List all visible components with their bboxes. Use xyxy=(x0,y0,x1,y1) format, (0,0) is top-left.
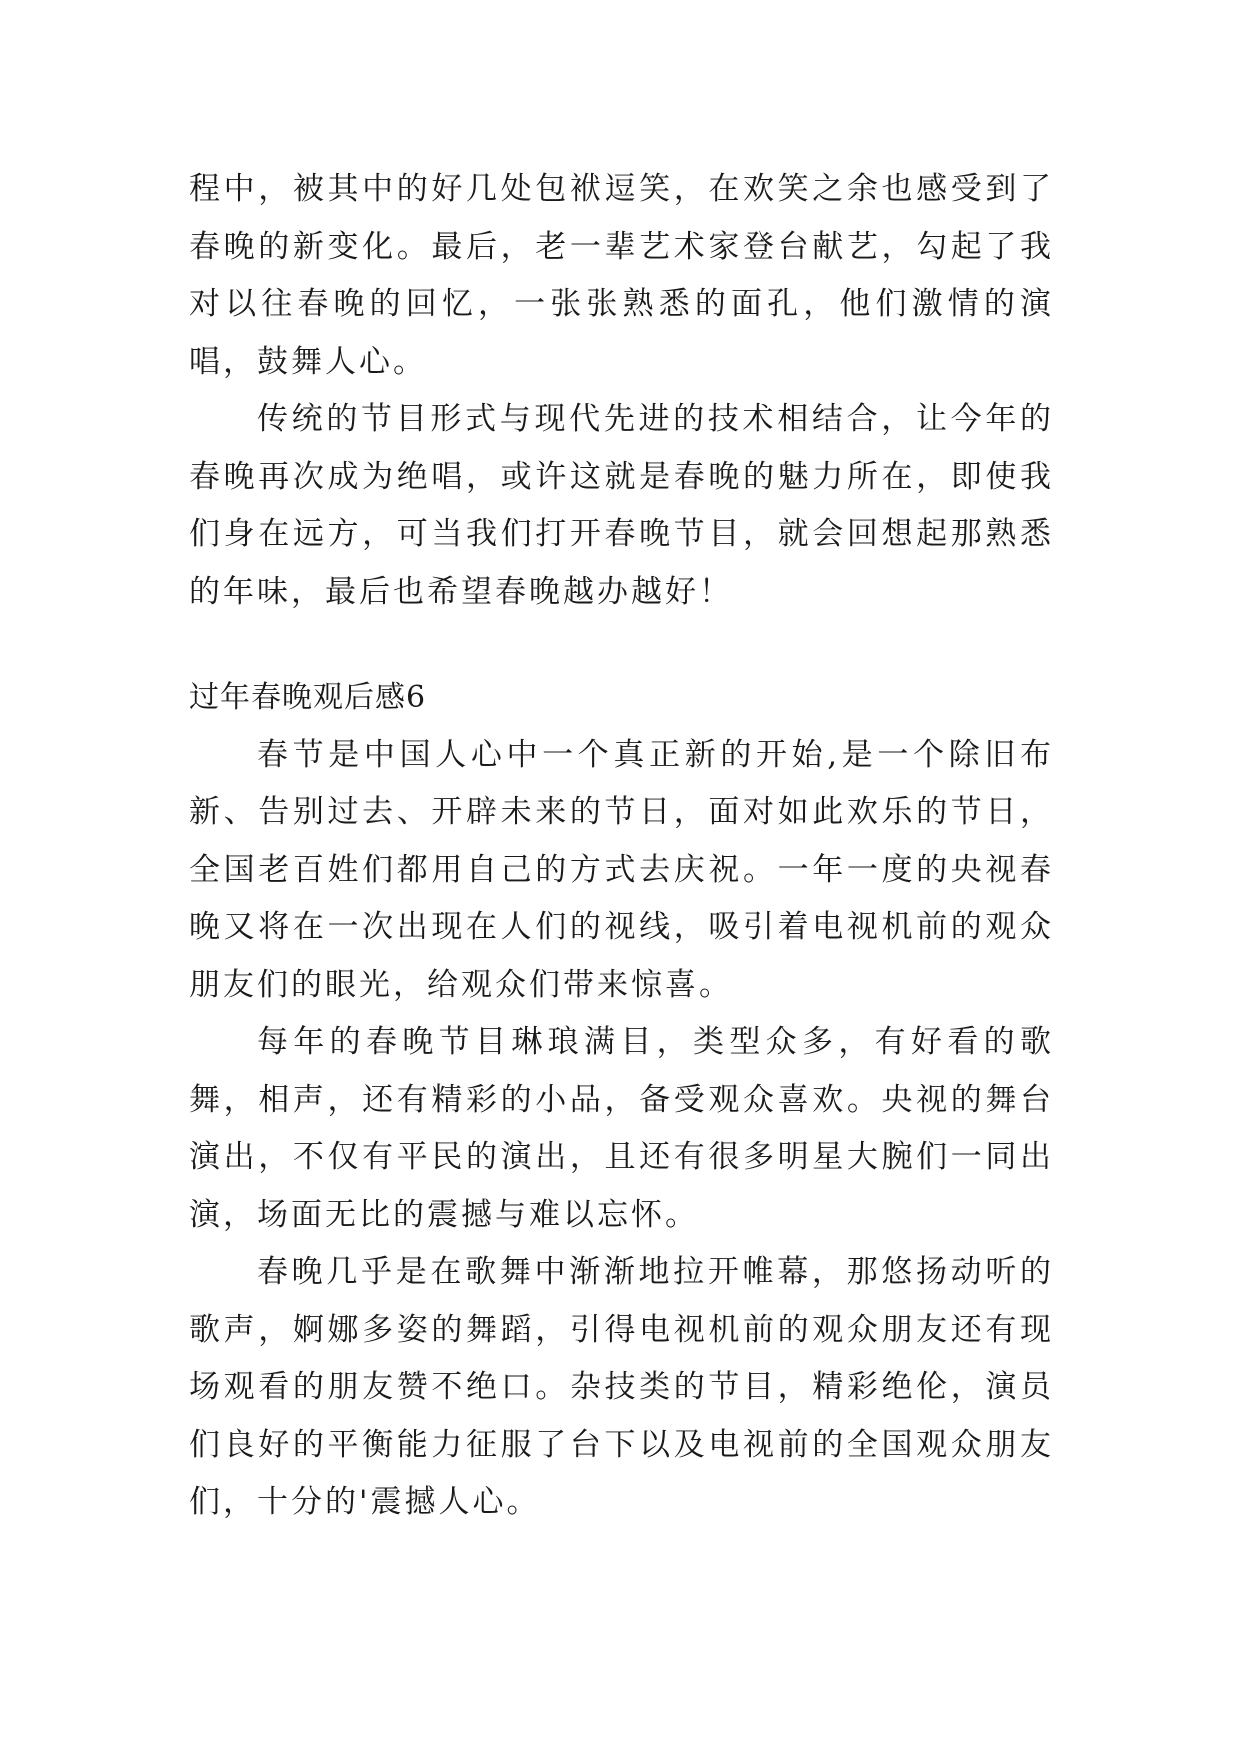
section-title: 过年春晚观后感6 xyxy=(189,680,427,715)
paragraph: 每年的春晚节目琳琅满目，类型众多，有好看的歌舞，相声，还有精彩的小品，备受观众喜欢。央视的舞台演出，不仅有平民的演出，且还有很多明星大腕们一同出演，场面无比的震撼与难以忘怀。 xyxy=(189,1024,1054,1233)
paragraph: 传统的节目形式与现代先进的技术相结合，让今年的春晚再次成为绝唱，或许这就是春晚的魅力所在，即使我们身在远方，可当我们打开春晚节目，就会回想起那熟悉的年味，最后也希望春晚越办越好！ xyxy=(189,401,1054,610)
paragraph: 春晚几乎是在歌舞中渐渐地拉开帷幕，那悠扬动听的歌声，婀娜多姿的舞蹈，引得电视机前的观众朋友还有现场观看的朋友赞不绝口。杂技类的节目，精彩绝伦，演员们良好的平衡能力征服了台下以及电视前的全国观众朋友们，十分的'震撼人心。 xyxy=(189,1254,1054,1520)
paragraph: 程中，被其中的好几处包袱逗笑，在欢笑之余也感受到了春晚的新变化。最后，老一辈艺术家登台献艺，勾起了我对以往春晚的回忆，一张张熟悉的面孔，他们激情的演唱，鼓舞人心。 xyxy=(189,171,1054,380)
document-body xyxy=(189,161,1054,1532)
paragraph: 春节是中国人心中一个真正新的开始,是一个除旧布新、告别过去、开辟未来的节日，面对如此欢乐的节日，全国老百姓们都用自己的方式去庆祝。一年一度的央视春晚又将在一次出现在人们的视线，吸引着电视机前的观众朋友们的眼光，给观众们带来惊喜。 xyxy=(189,736,1054,1003)
